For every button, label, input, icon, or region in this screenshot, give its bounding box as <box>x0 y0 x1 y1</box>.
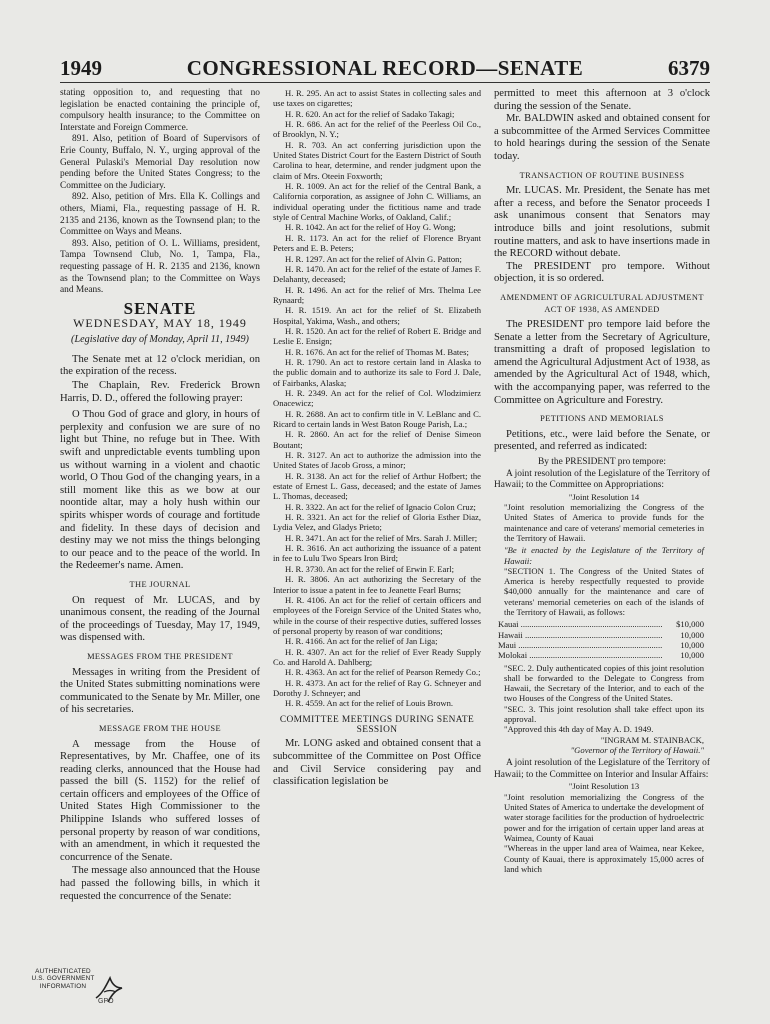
bill-list <box>273 88 481 709</box>
paragraph: permitted to meet this afternoon at 3 o'clock during the session of the Senate. <box>494 88 710 112</box>
bill-item: H. R. 1009. An act for the relief of the Central Bank, a California corporation, as assignee of John C. Williams, an individual operating under the fictitious name and trade style of Central Machine Works, of Oakland, Calif.; <box>273 181 481 223</box>
jr13-heading: "Joint Resolution 13 <box>568 781 640 792</box>
bill-item: H. R. 4166. An act for the relief of Jan Liga; <box>285 636 438 647</box>
president-text: Messages in writing from the President of the United States submitting nominations were communicated to the Senate by Mr. Miller, one of his secretaries. <box>60 666 260 716</box>
by-tempore: By the PRESIDENT pro tempore: <box>538 457 666 468</box>
bill-item: H. R. 3138. An act for the relief of Arthur Hofbert; the estate of Ernest L. Gass, deceased; and the estate of James L. Thomas, deceased; <box>273 470 481 502</box>
routine-heading: TRANSACTION OF ROUTINE BUSINESS <box>519 170 685 180</box>
section-1: "SECTION 1. The Congress of the United States of America is hereby respectfully requested to provide $40,000 annually for the maintenance and care of veterans' memorial cemeteries on each of the islands of the Territory of Hawaii, as follows: <box>504 565 704 618</box>
bill-item: H. R. 1496. An act for the relief of Mrs. Thelma Lee Rynaard; <box>273 284 481 305</box>
tempore-text: The PRESIDENT pro tempore. Without objection, it is so ordered. <box>494 260 710 285</box>
joint-resolution-13 <box>494 781 710 874</box>
fund-island: Molokai ..... <box>498 650 662 660</box>
bill-item: H. R. 1297. An act for the relief of Alvin G. Patton; <box>285 253 462 264</box>
column-2 <box>273 88 481 948</box>
fund-island: Kauai ..... <box>498 619 662 629</box>
signer: "INGRAM M. STAINBACK, <box>600 734 704 745</box>
bill-item: H. R. 4559. An act for the relief of Louis Brown. <box>285 698 454 709</box>
paragraph: stating opposition to, and requesting that no legislation be enacted containing the principle of, compulsory health insurance; to the Committee on Interstate and Foreign Commerce. <box>60 88 260 133</box>
petition-892: 892. Also, petition of Mrs. Ella K. Collings and others, Miami, Fla., requesting passage of H. R. 2135 and 2136, known as the Townsend plan; to the Committee on Ways and Means. <box>60 192 260 238</box>
interior-intro: A joint resolution of the Legislature of the Territory of Hawaii; to the Committee on Interior and Insular Affairs: <box>494 758 710 780</box>
senate-met: The Senate met at 12 o'clock meridian, on the expiration of the recess. <box>60 353 260 378</box>
bill-item: H. R. 3730. An act for the relief of Erwin F. Earl; <box>285 563 454 574</box>
whereas: "Whereas in the upper land area of Waimea, near Kekee, County of Kauai, there is approximately 15,000 acres of land which <box>504 843 704 874</box>
bill-item: H. R. 3322. An act for the relief of Ignacio Colon Cruz; <box>285 501 476 512</box>
column-3 <box>494 88 710 948</box>
bill-item: H. R. 4106. An act for the relief of certain officers and employees of the Foreign Service of the United States who, while in the course of their respective duties, suffered losses of personal property by reason of war conditions; <box>273 594 481 636</box>
column-1 <box>60 88 260 948</box>
fund-row <box>498 640 704 650</box>
date-line: WEDNESDAY, MAY 18, 1949 <box>73 316 247 331</box>
bill-item: H. R. 1519. An act for the relief of St. Elizabeth Hospital, Yakima, Wash., and others; <box>273 305 481 326</box>
bill-item: H. R. 3616. An act authorizing the issuance of a patent in fee to Lulu Two Spears Iron Bird; <box>273 543 481 564</box>
gpo-label: GPO <box>98 998 114 1005</box>
hawaii-intro: A joint resolution of the Legislature of the Territory of Hawaii; to the Committee on Appropriations: <box>494 468 710 491</box>
enacted-clause: "Be it enacted by the Legislature of the Territory of Hawaii: <box>504 545 704 566</box>
gpo-badge-text: AUTHENTICATED U.S. GOVERNMENT INFORMATION <box>31 968 95 990</box>
house-text-1: A message from the House of Representatives, by Mr. Chaffee, one of its reading clerks, announced that the House had passed the bill (S. 1152) for the relief of certain officers and employees of the Office of United States High Commissioner to the Philippine Islands who suffered losses of personal property by reason of war conditions, with an amendment, in which it requested the concurrence of the Senate. <box>60 738 260 863</box>
bill-item: H. R. 1470. An act for the relief of the estate of James F. Delahanty, deceased; <box>273 263 481 285</box>
senate-heading: SENATE <box>123 298 197 318</box>
committee-text: Mr. LONG asked and obtained consent that a subcommittee of the Committee on Post Office and Civil Service considering pay and classification legislation be <box>273 738 481 788</box>
fund-row <box>498 619 704 629</box>
bill-item: H. R. 703. An act conferring jurisdiction upon the United States District Court for the Eastern District of South Carolina to hear, determine, and render judgment upon the claim of Mrs. Oteein Foxworth; <box>273 139 481 181</box>
journal-text: On request of Mr. LUCAS, and by unanimous consent, the reading of the Journal of the proceedings of Tuesday, May 17, 1949, was dispensed with. <box>60 594 260 644</box>
bill-item: H. R. 3806. An act authorizing the Secretary of the Interior to issue a patent in fee to Jeanette Fearl Burns; <box>273 574 481 595</box>
bill-item: H. R. 295. An act to assist States in collecting sales and use taxes on cigarettes; <box>273 88 481 109</box>
fund-amount: 10,000 <box>680 629 704 640</box>
approved: "Approved this 4th day of May A. D. 1949. <box>504 724 654 735</box>
bill-item: H. R. 1520. An act for the relief of Robert E. Bridge and Leslie E. Ensign; <box>273 325 481 347</box>
fund-amount: 10,000 <box>680 639 704 650</box>
joint-resolution-14 <box>494 492 710 618</box>
section-2: "SEC. 2. Duly authenticated copies of this joint resolution shall be forwarded to the Delegate to Congress from Hawaii, the Secretary of the Interior, and to each of the two Houses of the Congress of the United States. <box>504 662 704 704</box>
bill-item: H. R. 620. An act for the relief of Sadako Takagi; <box>285 108 455 119</box>
fund-row <box>498 650 704 660</box>
jr14-heading: "Joint Resolution 14 <box>568 491 640 502</box>
baldwin: Mr. BALDWIN asked and obtained consent for a subcommittee of the Armed Services Committee to hold hearings during the session of the Senate today. <box>494 113 710 162</box>
house-heading: MESSAGE FROM THE HOUSE <box>99 723 221 733</box>
fund-table <box>494 617 710 662</box>
bill-item: H. R. 1676. An act for the relief of Thomas M. Bates; <box>285 346 469 357</box>
bill-item: H. R. 3127. An act to authorize the admission into the United States of Jacob Gross, a minor; <box>273 450 481 471</box>
routine-text: Mr. LUCAS. Mr. President, the Senate has met after a recess, and before the Senator proceeds I ask unanimous consent that Senators may introduce bills and joint resolutions, submit routine matters, and ask to have insertions made in the RECORD without debate. <box>494 185 710 260</box>
bill-item: H. R. 4363. An act for the relief of Pearson Remedy Co.; <box>285 667 481 678</box>
page-year: 1949 <box>60 56 102 80</box>
jr14-text: "Joint resolution memorializing the Congress of the United States of America to provide funds for the maintenance and care of veterans' memorial cemeteries in the Territory of Hawaii. <box>504 502 704 543</box>
fund-island: Hawaii ..... <box>498 630 662 640</box>
president-heading: MESSAGES FROM THE PRESIDENT <box>87 651 233 661</box>
journal-title: CONGRESSIONAL RECORD—SENATE <box>186 56 584 80</box>
joint-resolution-14-cont <box>494 663 710 756</box>
fund-row <box>498 630 704 640</box>
prayer: O Thou God of grace and glory, in hours of perplexity and confusion we are sure of no light but Thine, no refuge but in Thee. With swift and unpredictable events tumbling upon us without warning in a violent and chaotic world, O Thou God of the changing years, in a still moment like this as we bow at our noontide altar, may a holy hush within our spirits whisper words of courage and fortitude and fidelity. In these days of decision and destiny may we not miss the things belonging to our peace and to the peace of the world. In the Redeemer's name. Amen. <box>60 409 260 572</box>
chaplain: The Chaplain, Rev. Frederick Brown Harris, D. D., offered the following prayer: <box>60 380 260 404</box>
bill-item: H. R. 1042. An act for the relief of Hoy G. Wong; <box>285 222 456 233</box>
bill-item: H. R. 4307. An act for the relief of Ever Ready Supply Co. and Harold A. Dahlberg; <box>273 646 481 667</box>
legislative-day: (Legislative day of Monday, April 11, 1949) <box>71 333 249 345</box>
bill-item: H. R. 2349. An act for the relief of Col. Wlodzimierz Onacewicz; <box>273 387 481 409</box>
bill-item: H. R. 1173. An act for the relief of Florence Bryant Peters and E. B. Peters; <box>273 232 481 254</box>
bill-item: H. R. 2860. An act for the relief of Denise Simeon Boutant; <box>273 429 481 450</box>
gpo-authentication-badge <box>30 968 130 1014</box>
governor: "Governor of the Territory of Hawaii." <box>570 744 704 755</box>
bill-item: H. R. 4373. An act for the relief of Ray G. Schneyer and Dorothy J. Schneyer; and <box>273 677 481 698</box>
petitions-heading: PETITIONS AND MEMORIALS <box>540 414 664 424</box>
page-number: 6379 <box>668 56 710 80</box>
page-header <box>60 56 710 80</box>
petitions-text: Petitions, etc., were laid before the Senate, or presented, and referred as indicated: <box>494 428 710 453</box>
bill-item: H. R. 2688. An act to confirm title in V. LeBlanc and C. Ricard to certain lands in West Baton Rouge Parish, La.; <box>273 408 481 429</box>
house-text-2: The message also announced that the House had passed the following bills, in which it requested the concurrence of the Senate: <box>60 865 260 902</box>
fund-amount: $10,000 <box>676 619 704 630</box>
committee-heading: COMMITTEE MEETINGS DURING SENATE SESSION <box>279 714 475 735</box>
bill-item: H. R. 686. An act for the relief of the Peerless Oil Co., of Brooklyn, N. Y.; <box>273 119 481 140</box>
amend-heading: AMENDMENT OF AGRICULTURAL ADJUSTMENT ACT OF 1938, AS AMENDED <box>500 292 704 314</box>
bill-item: H. R. 3471. An act for the relief of Mrs. Sarah J. Miller; <box>285 532 478 543</box>
fund-island: Maui ..... <box>498 640 662 650</box>
journal-heading: THE JOURNAL <box>129 579 191 589</box>
fund-amount: 10,000 <box>680 650 704 661</box>
jr13-text: "Joint resolution memorializing the Congress of the United States of America to undertake the development of water storage facilities for the production of hydroelectric power and for the irrigation of certain upper land areas at Waimea, County of Kauai <box>504 791 704 843</box>
bill-item: H. R. 1790. An act to restore certain land in Alaska to the public domain and to authorize its sale to Ford J. Dale, of Fairbanks, Alaska; <box>273 356 481 388</box>
petition-891: 891. Also, petition of Board of Supervisors of Erie County, Buffalo, N. Y., urging approval of the General Pulaski's Memorial Day resolution now pending before the United States Congress; to the Committee on the Judiciary. <box>60 134 260 191</box>
header-rule <box>60 82 710 83</box>
bill-item: H. R. 3321. An act for the relief of Gloria Esther Diaz, Lydia Velez, and Gladys Prieto; <box>273 512 481 533</box>
petition-893: 893. Also, petition of O. L. Williams, president, Tampa Townsend Club, No. 1, Tampa, Fla., requesting passage of H. R. 2135 and 2136, known as the Townsend plan; to the Committee on Ways and Means. <box>60 238 260 296</box>
section-3: "SEC. 3. This joint resolution shall take effect upon its approval. <box>504 703 704 725</box>
amend-text: The PRESIDENT pro tempore laid before the Senate a letter from the Secretary of Agriculture, transmitting a draft of proposed legislation to amend the Agricultural Adjustment Act of 1938, as amended by the Agricultural Act of 1948, which, with the accompanying paper, was referred to the Committee on Agriculture and Forestry. <box>494 319 710 406</box>
